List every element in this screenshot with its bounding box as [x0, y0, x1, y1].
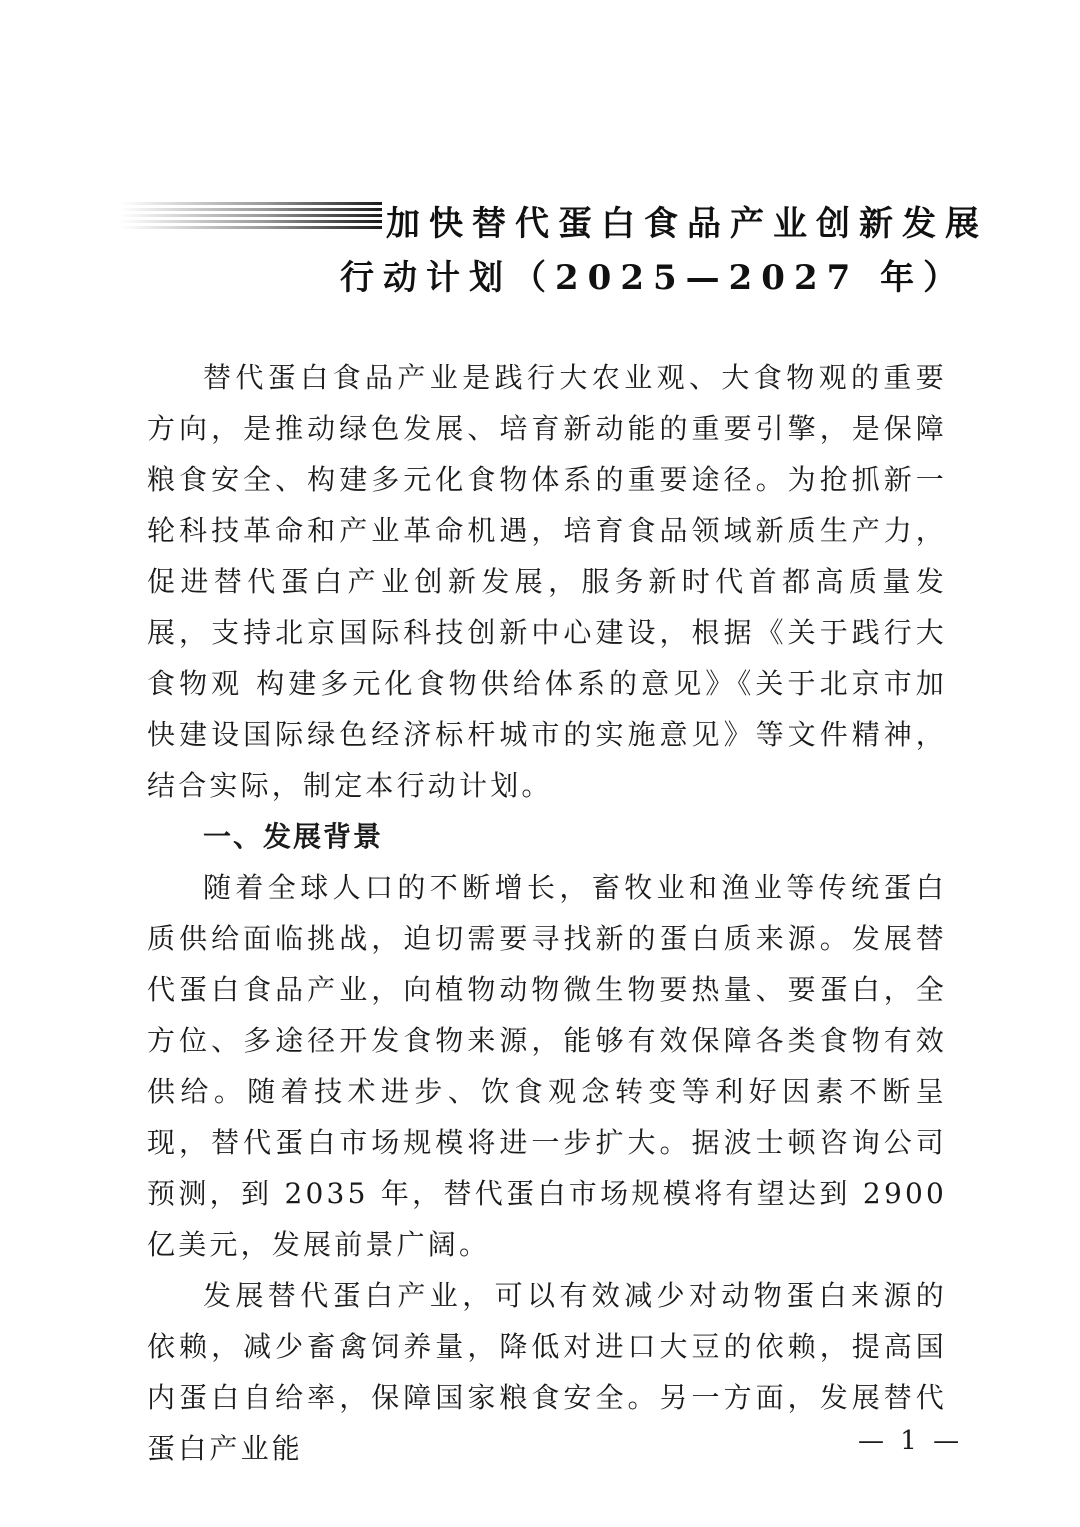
intro-paragraph: 替代蛋白食品产业是践行大农业观、大食物观的重要方向，是推动绿色发展、培育新动能的重要引擎，是保障粮食安全、构建多元化食物体系的重要途径。为抢抓新一轮科技革命和产业革命机遇，培育食品领域新质生产力，促进替代蛋白产业创新发展，服务新时代首都高质量发展，支持北京国际科技创新中心建设，根据《关于践行大食物观 构建多元化食物供给体系的意见》《关于北京市加快建设国际绿色经济标杆城市的实施意见》等文件精神，结合实际，制定本行动计划。 — [147, 361, 947, 802]
document-title-line1: 加快替代蛋白食品产业创新发展 — [386, 204, 988, 244]
title-decoration-bar — [120, 198, 382, 232]
document-title-line2: 行动计划（2025—2027 年） — [340, 258, 967, 298]
section-heading: 一、发展背景 — [203, 820, 384, 853]
body-paragraph: 随着全球人口的不断增长，畜牧业和渔业等传统蛋白质供给面临挑战，迫切需要寻找新的蛋白质来源。发展替代蛋白食品产业，向植物动物微生物要热量、要蛋白，全方位、多途径开发食物来源，能够有效保障各类食物有效供给。随着技术进步、饮食观念转变等利好因素不断呈现，替代蛋白市场规模将进一步扩大。据波士顿咨询公司预测，到 2035 年，替代蛋白市场规模将有望达到 2900 亿美元，发展前景广阔。 — [147, 871, 947, 1261]
document-body — [147, 352, 947, 1474]
body-paragraph: 发展替代蛋白产业，可以有效减少对动物蛋白来源的依赖，减少畜禽饲养量，降低对进口大豆的依赖，提高国内蛋白自给率，保障国家粮食安全。另一方面，发展替代蛋白产业能 — [147, 1279, 947, 1465]
page-number: — 1 — — [858, 1426, 964, 1456]
